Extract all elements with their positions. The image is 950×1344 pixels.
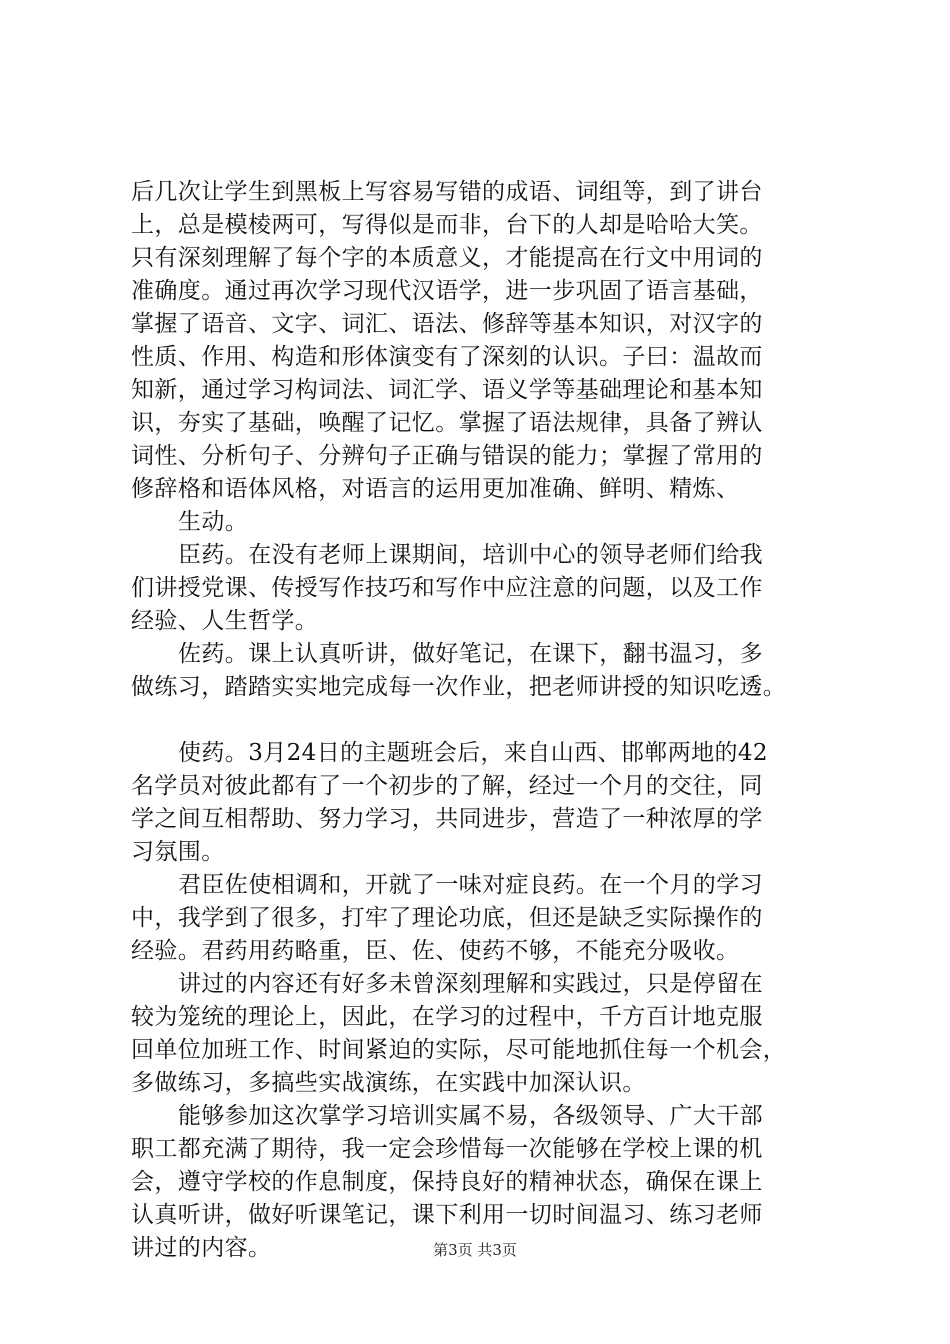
text-line: 会，遵守学校的作息制度，保持良好的精神状态，确保在课上 (131, 1169, 763, 1195)
text-line: 识，夯实了基础，唤醒了记忆。掌握了语法规律，具备了辨认 (131, 410, 763, 436)
text-line: 能够参加这次掌学习培训实属不易，各级领导、广大干部 (178, 1103, 763, 1129)
text-line: 回单位加班工作、时间紧迫的实际，尽可能地抓住每一个机会， (131, 1037, 787, 1063)
document-body (131, 176, 821, 1265)
text-line: 经验。君药用药略重，臣、佐、使药不够，不能充分吸收。 (131, 938, 740, 964)
text-line: 名学员对彼此都有了一个初步的了解，经过一个月的交往，同 (131, 773, 763, 799)
text-line: 较为笼统的理论上，因此，在学习的过程中，千方百计地克服 (131, 1004, 763, 1030)
text-line: 做练习，踏踏实实地完成每一次作业，把老师讲授的知识吃透。 (131, 674, 787, 700)
text-line: 修辞格和语体风格，对语言的运用更加准确、鲜明、精炼、 (131, 476, 740, 502)
text-line: 准确度。通过再次学习现代汉语学，进一步巩固了语言基础， (131, 278, 763, 304)
text-line: 多做练习，多搞些实战演练，在实践中加深认识。 (131, 1070, 646, 1096)
blank-line (131, 704, 821, 737)
text-line: 讲过的内容。 (131, 1235, 272, 1261)
text-line: 们讲授党课、传授写作技巧和写作中应注意的问题，以及工作 (131, 575, 763, 601)
text-line: 只有深刻理解了每个字的本质意义，才能提高在行文中用词的 (131, 245, 763, 271)
text-line: 习氛围。 (131, 839, 225, 865)
text-line: 经验、人生哲学。 (131, 608, 319, 634)
text-line: 君臣佐使相调和，开就了一味对症良药。在一个月的学习 (178, 872, 763, 898)
text-line: 认真听讲，做好听课笔记，课下利用一切时间温习、练习老师 (131, 1202, 763, 1228)
text-line: 掌握了语音、文字、词汇、语法、修辞等基本知识，对汉字的 (131, 311, 763, 337)
text-line: 学之间互相帮助、努力学习，共同进步，营造了一种浓厚的学 (131, 806, 763, 832)
text-line: 知新，通过学习构词法、词汇学、语义学等基础理论和基本知 (131, 377, 763, 403)
text-line: 中，我学到了很多，打牢了理论功底，但还是缺乏实际操作的 (131, 905, 763, 931)
text-line: 性质、作用、构造和形体演变有了深刻的认识。子曰：温故而 (131, 344, 763, 370)
text-line: 使药。3月24日的主题班会后，来自山西、邯郸两地的42 (178, 740, 768, 766)
text-line: 后几次让学生到黑板上写容易写错的成语、词组等，到了讲台 (131, 179, 763, 205)
text-line: 词性、分析句子、分辨句子正确与错误的能力；掌握了常用的 (131, 443, 763, 469)
text-line: 上，总是模棱两可，写得似是而非，台下的人却是哈哈大笑。 (131, 212, 763, 238)
page-footer: 第3页 共3页 (433, 1241, 517, 1259)
text-line: 生动。 (178, 509, 249, 535)
text-line: 职工都充满了期待，我一定会珍惜每一次能够在学校上课的机 (131, 1136, 763, 1162)
text-line: 臣药。在没有老师上课期间，培训中心的领导老师们给我 (178, 542, 763, 568)
text-line: 讲过的内容还有好多未曾深刻理解和实践过，只是停留在 (178, 971, 763, 997)
text-line: 佐药。课上认真听讲，做好笔记，在课下，翻书温习，多 (178, 641, 763, 667)
